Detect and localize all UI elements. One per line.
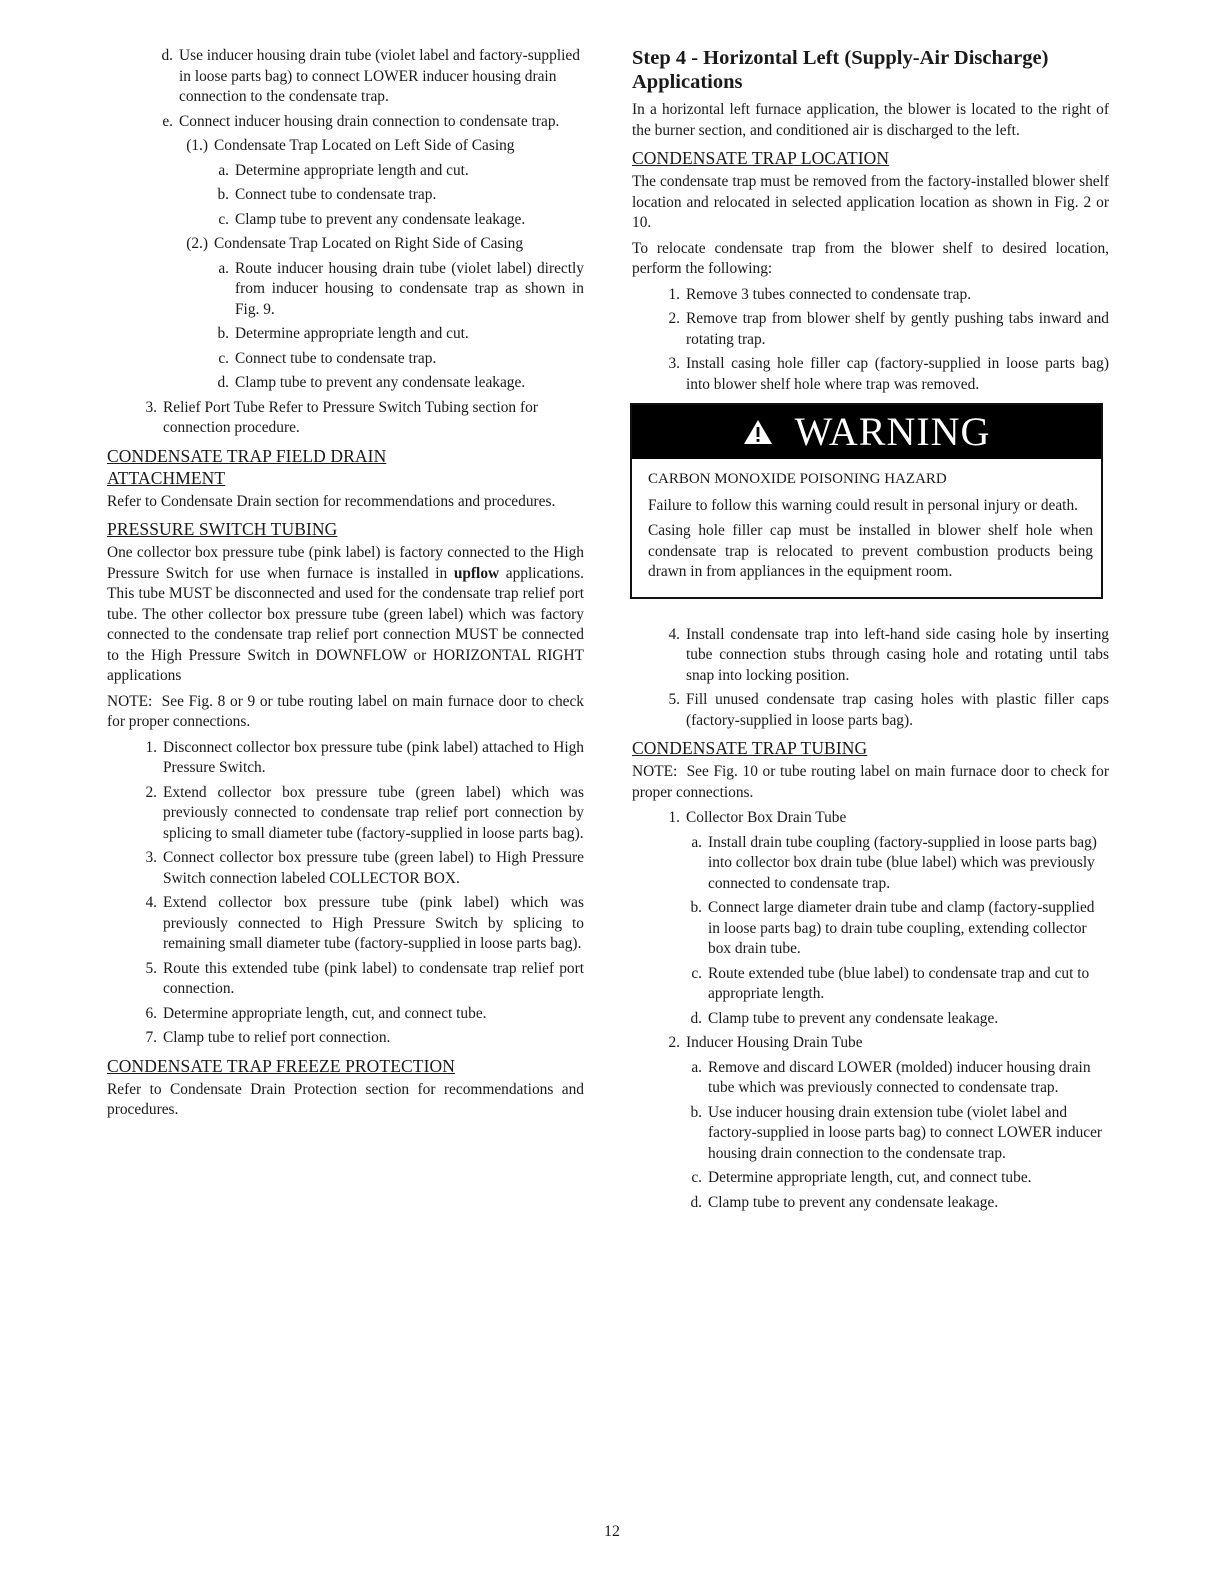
list-item [107,234,584,255]
warning-heading: CARBON MONOXIDE POISONING HAZARD [648,471,947,487]
list-item [107,373,584,394]
note-text: See Fig. 10 or tube routing label on main furnace door to check for proper connections. [632,763,1109,801]
list-marker: b. [690,899,702,916]
section-heading-trap-location: CONDENSATE TRAP LOCATION [632,148,890,168]
list-text: Determine appropriate length and cut. [235,161,469,179]
list-item [632,1033,1109,1054]
list-text: Use inducer housing drain extension tube (violet label and factory-supplied in loose parts bag) to connect LOWER inducer housing drain connection to the condensate trap. [708,1103,1103,1162]
list-item [107,738,584,779]
warning-text: Failure to follow this warning could result in personal injury or death. [648,496,1078,514]
list-marker: 1. [145,738,157,756]
note [632,762,1109,803]
list-marker: a. [691,833,702,851]
section-heading-field-drain [107,445,584,489]
list-text: Extend collector box pressure tube (pink label) which was previously connected to High Pressure Switch by splicing to remaining small diameter tube (factory-supplied in loose parts bag). [163,894,584,952]
list-item [107,46,584,108]
list-text: Fill unused condensate trap casing holes with plastic filler caps (factory-supplied in loose parts bag). [686,691,1109,729]
list-marker: b. [217,186,229,203]
text-run: One collector box pressure tube (pink label) is factory connected to the High Pressure Switch for use when furnace is installed in [107,544,584,582]
list-text: Disconnect collector box pressure tube (pink label) attached to High Pressure Switch. [163,738,584,776]
list-text: Relief Port Tube Refer to Pressure Switch Tubing section for connection procedure. [163,398,538,436]
list-text: Connect large diameter drain tube and clamp (factory-supplied in loose parts bag) to drain tube coupling, extending collector box drain tube. [708,899,1095,957]
list-text: Route inducer housing drain tube (violet label) directly from inducer housing to condensate trap as shown in Fig. 9. [235,259,584,318]
list-marker: 2. [668,310,680,327]
list-text: Determine appropriate length, cut, and connect tube. [708,1169,1032,1186]
list-text: Remove and discard LOWER (molded) inducer housing drain tube which was previously connected to condensate trap. [708,1058,1091,1096]
text-run: applications. This tube MUST be disconnected and used for the condensate trap relief port tube. The other collector box pressure tube (green label) which was factory connected to the condensate trap relief port connection MUST be connected to the High Pressure Switch in DOWNFLOW or HORIZONTAL RIGHT applications [107,564,584,684]
section-heading-freeze-protection: CONDENSATE TRAP FREEZE PROTECTION [107,1055,455,1076]
list-marker: 2. [668,1034,680,1051]
list-marker: 7. [145,1029,157,1046]
list-marker: c. [691,964,702,982]
list-item [107,210,584,231]
list-marker: e. [162,112,173,130]
list-marker: d. [161,47,173,64]
bold-text: upflow [453,564,500,582]
warning-title: WARNING [794,408,991,454]
list-marker: 3. [145,398,157,416]
list-marker: a. [218,161,229,179]
section-heading-pressure-switch: PRESSURE SWITCH TUBING [107,519,338,539]
list-marker: d. [217,374,229,391]
list-marker: 1. [668,285,680,303]
list-marker: b. [217,325,229,342]
list-item [107,783,584,845]
list-item [107,259,584,321]
list-text: Install drain tube coupling (factory-supplied in loose parts bag) into collector box drain tube (blue label) which was previously connected to condensate trap. [708,833,1097,892]
list-text: Remove trap from blower shelf by gently pushing tabs inward and rotating trap. [686,310,1109,348]
list-text: Inducer Housing Drain Tube [686,1034,863,1051]
list-marker: c. [218,349,229,367]
warning-text: Casing hole filler cap must be installed in blower shelf hole when condensate trap is relocated to prevent combustion products being drawn in from appliances in the equipment room. [648,522,1093,580]
list-marker: 3. [145,849,157,866]
list-marker: 4. [668,625,680,643]
list-item [632,1168,1109,1189]
list-marker: 4. [145,894,157,911]
list-text: Collector Box Drain Tube [686,809,847,826]
list-marker: d. [690,1009,702,1027]
list-item [107,959,584,1000]
paragraph: Refer to Condensate Drain Protection section for recommendations and procedures. [107,1080,584,1118]
list-item [632,898,1109,960]
list-text: Determine appropriate length, cut, and connect tube. [163,1004,487,1022]
list-item [107,161,584,182]
paragraph: Refer to Condensate Drain section for recommendations and procedures. [107,492,556,510]
list-item [107,893,584,955]
list-marker: (2.) [186,235,208,252]
list-text: Route this extended tube (pink label) to condensate trap relief port connection. [163,959,584,997]
list-item [632,808,1109,829]
list-text: Install casing hole filler cap (factory-supplied in loose parts bag) into blower shelf hole where trap was removed. [686,355,1109,393]
list-text: Install condensate trap into left-hand side casing hole by inserting tube connection stubs through casing hole and rotating until tabs snap into locking position. [686,625,1109,684]
list-marker: 3. [668,355,680,372]
list-item [107,112,584,133]
right-column [632,46,1109,1217]
list-marker: (1.) [186,137,208,154]
left-column [107,46,584,1126]
list-text: Clamp tube to prevent any condensate leakage. [708,1009,999,1027]
list-marker: 5. [668,691,680,708]
list-text: Condensate Trap Located on Left Side of Casing [214,137,515,154]
list-item [107,185,584,206]
list-marker: c. [691,1169,702,1186]
list-text: Remove 3 tubes connected to condensate trap. [686,285,972,303]
note-label: NOTE: [107,692,153,710]
list-item [107,136,584,157]
list-text: Clamp tube to prevent any condensate leakage. [708,1193,999,1211]
list-marker: 2. [145,783,157,801]
heading-line: ATTACHMENT [107,467,226,488]
list-text: Route extended tube (blue label) to condensate trap and cut to appropriate length. [708,964,1090,1002]
list-text: Connect collector box pressure tube (green label) to High Pressure Switch connection labeled COLLECTOR BOX. [163,849,584,887]
note-text: See Fig. 8 or 9 or tube routing label on main furnace door to check for proper connections. [107,692,584,730]
list-item [107,324,584,345]
list-item [632,285,1109,306]
list-text: Connect tube to condensate trap. [235,349,437,367]
list-item [632,690,1109,731]
list-item [107,848,584,889]
heading-line: CONDENSATE TRAP FIELD DRAIN [107,445,387,466]
note [107,692,584,733]
list-text: Condensate Trap Located on Right Side of Casing [214,235,524,252]
list-item [632,1058,1109,1099]
list-item [107,349,584,370]
list-text: Clamp tube to prevent any condensate leakage. [235,210,526,228]
paragraph: In a horizontal left furnace application, the blower is located to the right of the burner section, and conditioned air is discharged to the left. [632,101,1109,139]
list-text: Clamp tube to prevent any condensate leakage. [235,374,526,391]
paragraph [107,543,584,687]
list-marker: a. [218,259,229,277]
step-title: Step 4 - Horizontal Left (Supply-Air Discharge) Applications [632,47,1049,93]
list-text: Extend collector box pressure tube (green label) which was previously connected to condensate trap relief port connection by splicing to small diameter tube (factory-supplied in loose parts bag). [163,783,584,842]
warning-triangle-icon [743,419,773,445]
list-marker: 6. [145,1004,157,1022]
warning-box [630,403,1103,599]
list-text: Determine appropriate length and cut. [235,325,469,342]
list-marker: d. [690,1193,702,1211]
note-label: NOTE: [632,763,678,780]
list-item [632,833,1109,895]
list-item [632,354,1109,395]
list-text: Use inducer housing drain tube (violet label and factory-supplied in loose parts bag) to connect LOWER inducer housing drain connection to the condensate trap. [179,47,580,105]
paragraph: The condensate trap must be removed from the factory-installed blower shelf location and relocated in selected application location as shown in Fig. 2 or 10. [632,173,1109,231]
list-marker: 1. [668,809,680,826]
page-number: 12 [604,1523,620,1540]
list-item [632,309,1109,350]
list-item [107,398,584,439]
list-text: Clamp tube to relief port connection. [163,1029,391,1046]
paragraph: To relocate condensate trap from the blower shelf to desired location, perform the following: [632,239,1109,277]
list-item [632,964,1109,1005]
list-marker: c. [218,210,229,228]
list-marker: a. [691,1058,702,1076]
list-item [632,1009,1109,1030]
list-marker: b. [690,1103,702,1121]
list-item [632,1103,1109,1165]
list-item [632,625,1109,687]
warning-body [632,459,1101,597]
list-item [107,1028,584,1049]
list-text: Connect inducer housing drain connection to condensate trap. [179,112,560,130]
list-marker: 5. [145,959,157,977]
warning-banner [632,405,1101,459]
section-heading-trap-tubing: CONDENSATE TRAP TUBING [632,738,868,758]
list-text: Connect tube to condensate trap. [235,186,437,203]
list-item [632,1193,1109,1214]
list-item [107,1004,584,1025]
